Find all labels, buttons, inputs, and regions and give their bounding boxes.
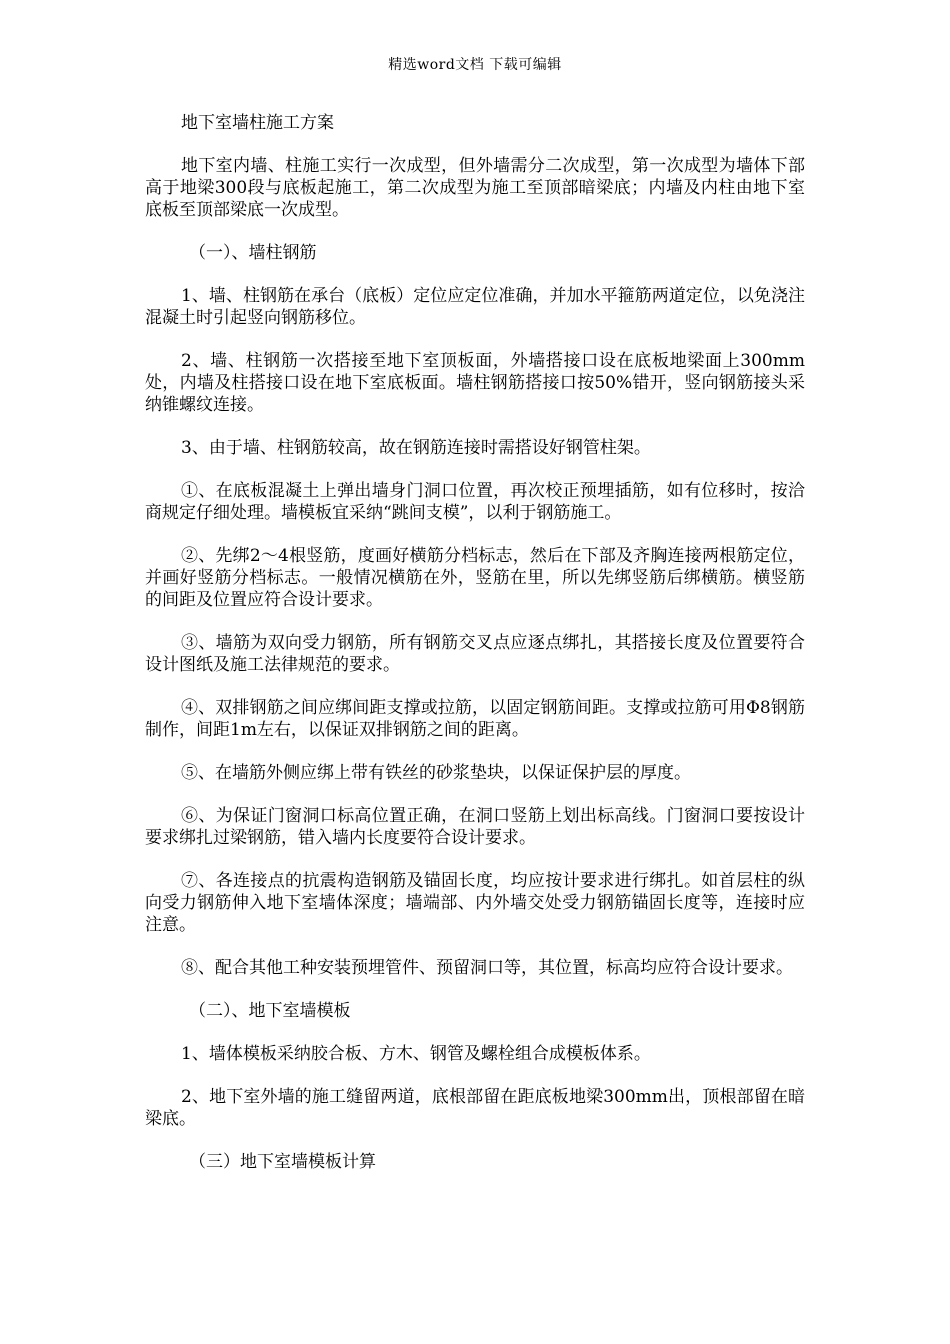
body-paragraph: 1、墙、柱钢筋在承台（底板）定位应定位准确，并加水平箍筋两道定位，以免浇注混凝土时引起竖向钢筋移位。 [145,286,805,328]
body-paragraph: 2、墙、柱钢筋一次搭接至地下室顶板面，外墙搭接口设在底板地梁面上300mm处，内墙及柱搭接口设在地下室底板面。墙柱钢筋搭接口按50%错开，竖向钢筋接头采纳锥螺纹连接。 [145,351,805,415]
body-paragraph: 地下室内墙、柱施工实行一次成型，但外墙需分二次成型，第一次成型为墙体下部高于地梁300段与底板起施工，第二次成型为施工至顶部暗梁底；内墙及内柱由地下室底板至顶部梁底一次成型。 [145,156,805,220]
body-paragraph: ①、在底板混凝土上弹出墙身门洞口位置，再次校正预埋插筋，如有位移时，按洽商规定仔细处理。墙模板宜采纳“跳间支模”，以利于钢筋施工。 [145,481,805,523]
body-paragraph: ②、先绑2～4根竖筋，度画好横筋分档标志，然后在下部及齐胸连接两根筋定位，并画好竖筋分档标志。一般情况横筋在外，竖筋在里，所以先绑竖筋后绑横筋。横竖筋的间距及位置应符合设计要求。 [145,546,805,610]
section-heading: （二）、地下室墙模板 [189,1001,351,1021]
body-paragraph: ⑥、为保证门窗洞口标高位置正确，在洞口竖筋上划出标高线。门窗洞口要按设计要求绑扎过梁钢筋，错入墙内长度要符合设计要求。 [145,806,805,848]
page-header: 精选word文档 下载可编辑 [388,57,562,73]
body-paragraph: 3、由于墙、柱钢筋较高，故在钢筋连接时需搭设好钢管柱架。 [181,438,651,458]
body-paragraph: ④、双排钢筋之间应绑间距支撑或拉筋，以固定钢筋间距。支撑或拉筋可用Φ8钢筋制作，间距1m左右，以保证双排钢筋之间的距离。 [145,698,805,740]
body-paragraph: 1、墙体模板采纳胶合板、方木、钢管及螺栓组合成模板体系。 [181,1044,651,1064]
document-body [145,112,805,1194]
body-paragraph: ⑧、配合其他工种安装预埋管件、预留洞口等，其位置，标高均应符合设计要求。 [181,958,793,978]
section-heading: （三）地下室墙模板计算 [189,1152,376,1172]
body-paragraph: ③、墙筋为双向受力钢筋，所有钢筋交叉点应逐点绑扎，其搭接长度及位置要符合设计图纸及施工法律规范的要求。 [145,633,805,675]
body-paragraph: 2、地下室外墙的施工缝留两道，底根部留在距底板地梁300mm出，顶根部留在暗梁底。 [145,1087,805,1129]
body-paragraph: ⑦、各连接点的抗震构造钢筋及锚固长度，均应按计要求进行绑扎。如首层柱的纵向受力钢筋伸入地下室墙体深度；墙端部、内外墙交处受力钢筋锚固长度等，连接时应注意。 [145,871,805,935]
section-heading: （一）、墙柱钢筋 [189,243,317,263]
body-paragraph: ⑤、在墙筋外侧应绑上带有铁丝的砂浆垫块，以保证保护层的厚度。 [181,763,691,783]
document-title: 地下室墙柱施工方案 [181,113,334,133]
